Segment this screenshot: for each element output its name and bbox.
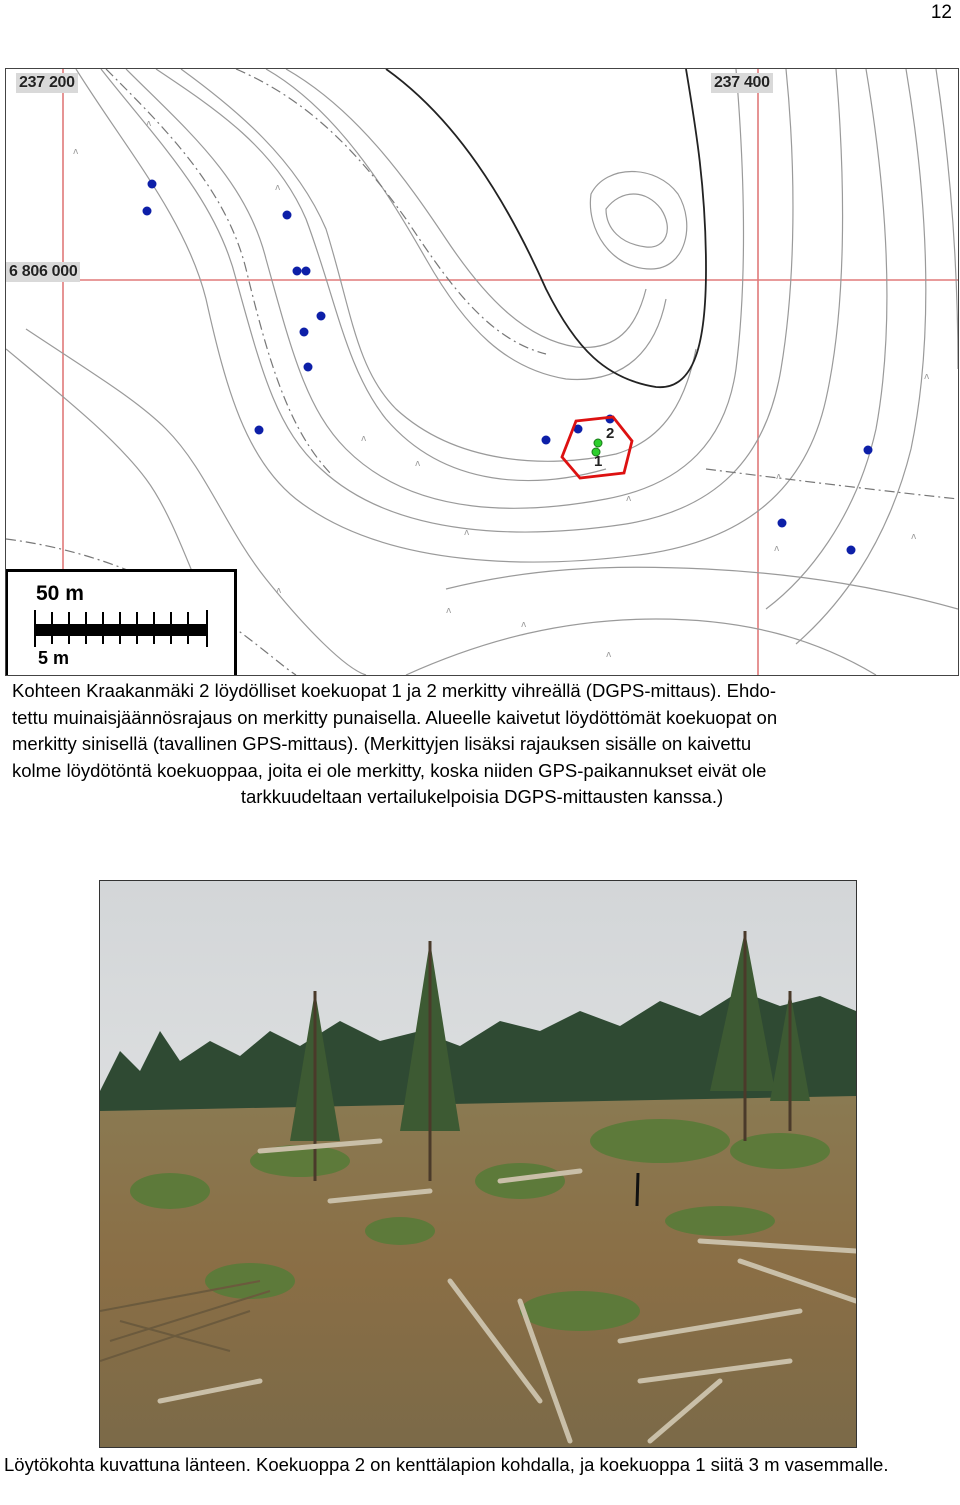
svg-text:ᴧ: ᴧ (911, 532, 917, 542)
photo-caption: Löytökohta kuvattuna länteen. Koekuoppa 2 on kenttälapion kohdalla, ja koekuoppa 1 siitä 3 m vasemmalle. (4, 1454, 889, 1475)
svg-text:ᴧ: ᴧ (276, 586, 282, 596)
svg-text:ᴧ: ᴧ (146, 119, 152, 129)
scalebar-main-label: 50 m (36, 582, 84, 605)
svg-text:ᴧ: ᴧ (924, 372, 930, 382)
svg-text:ᴧ: ᴧ (774, 544, 780, 554)
svg-text:ᴧ: ᴧ (776, 472, 782, 482)
svg-text:ᴧ: ᴧ (606, 650, 612, 660)
northing-label: 6 806 000 (6, 262, 80, 282)
map-caption-line: tettu muinaisjäännösrajaus on merkitty punaisella. Alueelle kaivetut löydöttömät koekuopat on (12, 706, 778, 728)
svg-text:ᴧ: ᴧ (73, 147, 79, 157)
page-number: 12 (930, 2, 952, 23)
svg-text:ᴧ: ᴧ (361, 434, 367, 444)
map-caption-line: kolme löydötöntä koekuoppaa, joita ei ole merkitty, koska niiden GPS-paikannukset eivät ole (12, 759, 767, 781)
svg-text:ᴧ: ᴧ (521, 620, 527, 630)
find-pit-label-2: 2 (606, 425, 615, 442)
svg-text:ᴧ: ᴧ (446, 606, 452, 616)
scalebar (5, 569, 237, 676)
map-caption (12, 678, 952, 811)
site-photo (99, 880, 857, 1448)
map-caption-line: merkitty sinisellä (tavallinen GPS-mittaus). (Merkittyjen lisäksi rajauksen sisälle on kaivettu (12, 733, 752, 754)
scalebar-tick-label: 5 m (38, 648, 70, 668)
map-caption-line: Kohteen Kraakanmäki 2 löydölliset koekuopat 1 ja 2 merkitty vihreällä (DGPS-mittaus). Ehdo- (12, 680, 776, 701)
easting-label-left: 237 200 (16, 73, 78, 93)
index-contour (386, 69, 706, 387)
easting-label-right: 237 400 (711, 73, 773, 93)
site-photo-drawing (100, 881, 856, 1447)
svg-text:ᴧ: ᴧ (275, 183, 281, 193)
map-caption-line: tarkkuudeltaan vertailukelpoisia DGPS-mittausten kanssa.) (240, 786, 724, 807)
find-pit-label-1: 1 (594, 453, 603, 470)
svg-text:ᴧ: ᴧ (464, 528, 470, 538)
topographic-map (5, 68, 959, 676)
test-pits-blue (143, 180, 873, 555)
svg-text:ᴧ: ᴧ (626, 494, 632, 504)
svg-text:ᴧ: ᴧ (415, 459, 421, 469)
